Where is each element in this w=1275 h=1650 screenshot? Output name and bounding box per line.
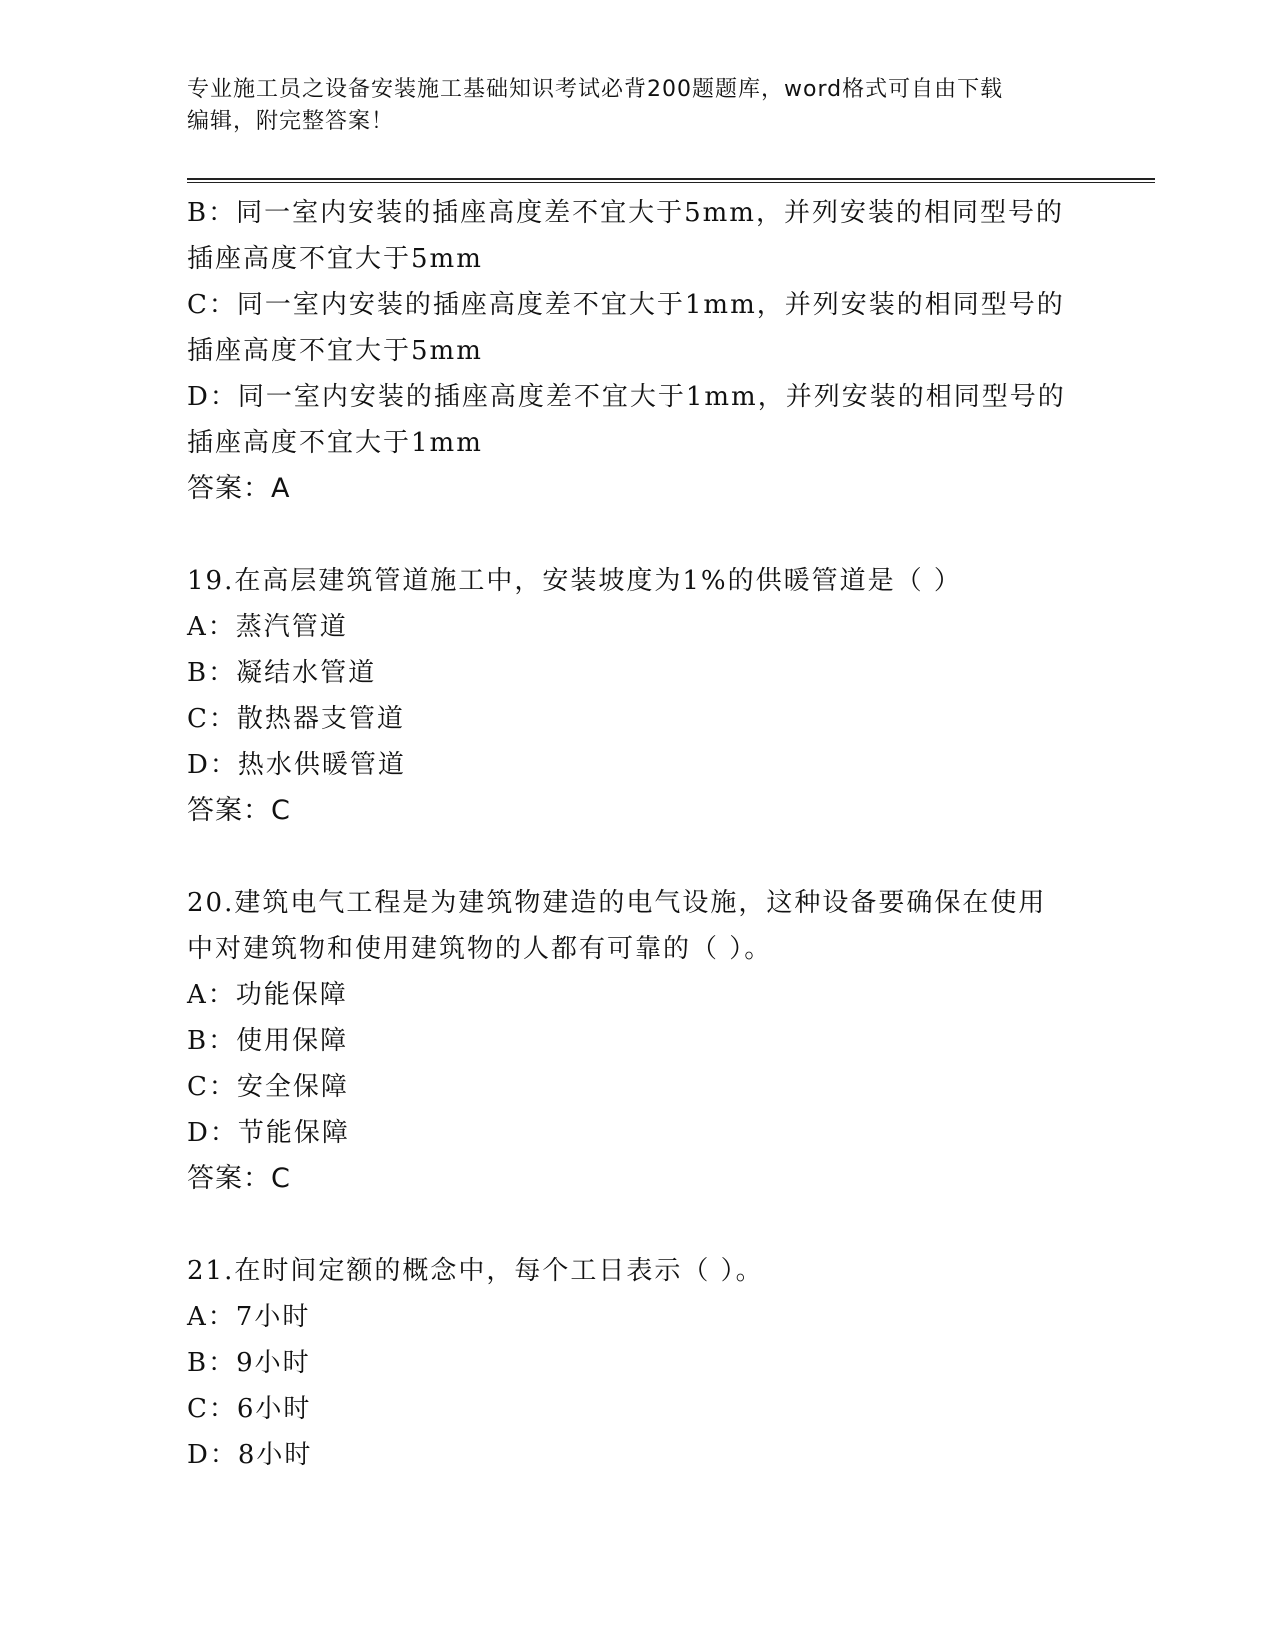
header-title-line-2: 编辑，附完整答案！ (187, 109, 395, 134)
document-header (187, 74, 1087, 138)
question-18-continued (187, 190, 1087, 512)
option-b: B：使用保障 (187, 1026, 349, 1056)
option-c: C：散热器支管道 (187, 704, 405, 734)
question-19 (187, 558, 1087, 834)
spacer (187, 1202, 1087, 1248)
answer-line: 答案：C (187, 795, 291, 826)
option-a: A：功能保障 (187, 980, 348, 1010)
option-c: C：安全保障 (187, 1072, 349, 1102)
answer-line: 答案：C (187, 1163, 291, 1194)
header-divider-thick (187, 178, 1155, 180)
option-d-line-1: D：同一室内安装的插座高度差不宜大于1mm，并列安装的相同型号的 (187, 382, 1066, 412)
question-stem-line-2: 中对建筑物和使用建筑物的人都有可靠的（ ）。 (187, 934, 773, 964)
option-a: A：蒸汽管道 (187, 612, 348, 642)
question-20 (187, 880, 1087, 1202)
question-stem: 19.在高层建筑管道施工中，安装坡度为1%的供暖管道是（ ） (187, 566, 962, 596)
option-c: C：6小时 (187, 1394, 312, 1424)
option-b-line-2: 插座高度不宜大于5mm (187, 244, 483, 274)
header-divider-thin (187, 182, 1155, 183)
option-b: B：9小时 (187, 1348, 311, 1378)
question-stem: 21.在时间定额的概念中，每个工日表示（ ）。 (187, 1256, 764, 1286)
option-c-line-2: 插座高度不宜大于5mm (187, 336, 483, 366)
header-title-line-1: 专业施工员之设备安装施工基础知识考试必背200题题库，word格式可自由下载 (187, 77, 1004, 102)
answer-line: 答案：A (187, 473, 291, 504)
spacer (187, 834, 1087, 880)
option-d-line-2: 插座高度不宜大于1mm (187, 428, 483, 458)
question-list (187, 190, 1087, 1478)
option-d: D：8小时 (187, 1440, 313, 1470)
spacer (187, 512, 1087, 558)
option-b: B：凝结水管道 (187, 658, 377, 688)
question-21 (187, 1248, 1087, 1478)
option-a: A：7小时 (187, 1302, 311, 1332)
option-b-line-1: B：同一室内安装的插座高度差不宜大于5mm，并列安装的相同型号的 (187, 198, 1064, 228)
option-d: D：节能保障 (187, 1118, 350, 1148)
question-stem-line-1: 20.建筑电气工程是为建筑物建造的电气设施，这种设备要确保在使用 (187, 888, 1047, 918)
option-d: D：热水供暖管道 (187, 750, 406, 780)
option-c-line-1: C：同一室内安装的插座高度差不宜大于1mm，并列安装的相同型号的 (187, 290, 1065, 320)
